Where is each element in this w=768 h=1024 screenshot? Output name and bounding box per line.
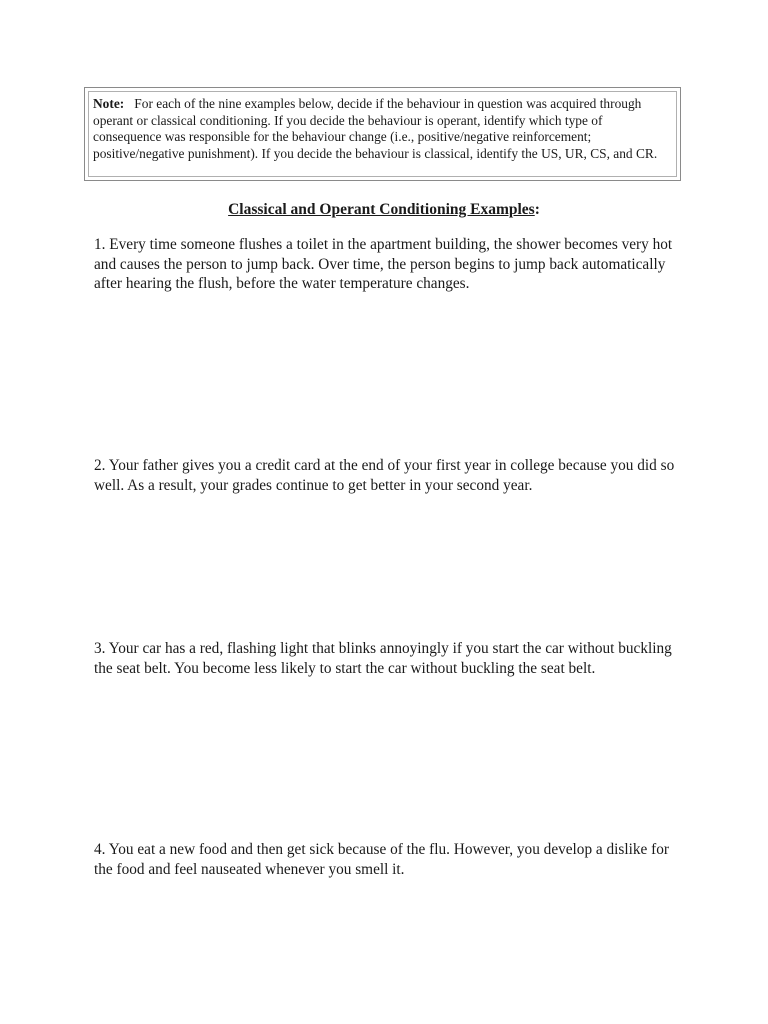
note-text: For each of the nine examples below, decide if the behaviour in question was acquired through operant or classical conditioning. If you decide the behaviour is operant, identify which type of consequence was responsible for the behaviour change (i.e., positive/negative reinforcement; positive/negative punishment). If you decide the behaviour is classical, identify the US, UR, CS, and CR. — [93, 96, 658, 161]
note-label: Note: — [93, 96, 125, 111]
question-4: 4. You eat a new food and then get sick because of the flu. However, you develop a dislike for the food and feel nauseated whenever you smell it. — [94, 841, 669, 878]
page-title — [0, 200, 768, 220]
note-content — [88, 91, 677, 177]
question-2: 2. Your father gives you a credit card at the end of your first year in college because you did so well. As a result, your grades continue to get better in your second year. — [94, 457, 675, 494]
note-box — [84, 87, 681, 181]
question-3: 3. Your car has a red, flashing light that blinks annoyingly if you start the car without buckling the seat belt. You become less likely to start the car without buckling the seat belt. — [94, 640, 672, 677]
page-title-colon: : — [534, 201, 540, 218]
page-title-text: Classical and Operant Conditioning Examples — [228, 201, 535, 218]
question-1: 1. Every time someone flushes a toilet in the apartment building, the shower becomes very hot and causes the person to jump back. Over time, the person begins to jump back automatically after hearing the flush, before the water temperature changes. — [94, 236, 673, 293]
